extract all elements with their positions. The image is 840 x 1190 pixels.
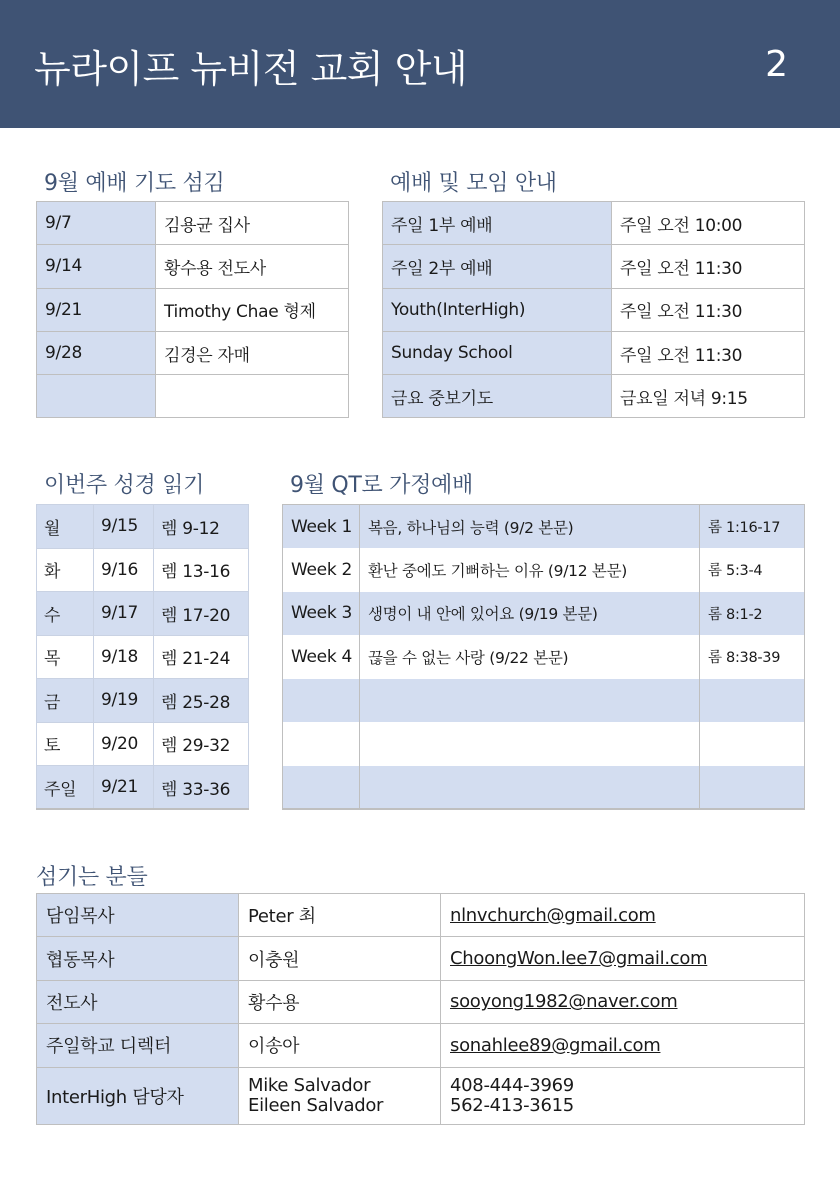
bible-row	[37, 592, 249, 636]
servant-names	[239, 1067, 441, 1124]
servant-phone-1: 408-444-3969	[450, 1074, 574, 1096]
prayer-name: 김경은 자매	[156, 331, 349, 374]
prayer-name: 김용균 집사	[156, 202, 349, 245]
qt-table	[282, 504, 805, 810]
bible-passage: 렘 29-32	[154, 722, 249, 766]
bible-row	[37, 722, 249, 766]
worship-row	[383, 375, 805, 418]
servant-name: Peter 최	[239, 894, 441, 937]
qt-topic	[360, 766, 700, 810]
servant-name-1: Mike Salvador	[248, 1074, 371, 1096]
qt-topic: 끊을 수 없는 사랑 (9/22 본문)	[360, 635, 700, 679]
bible-row	[37, 548, 249, 592]
worship-row	[383, 245, 805, 288]
bible-date: 9/17	[94, 592, 154, 636]
prayer-table	[36, 201, 349, 418]
page-number: 2	[765, 44, 788, 85]
servant-name-2: Eileen Salvador	[248, 1094, 384, 1116]
servants-table	[36, 893, 805, 1125]
servant-email-link[interactable]: sonahlee89@gmail.com	[441, 1024, 805, 1067]
bible-date: 9/20	[94, 722, 154, 766]
bible-date: 9/21	[94, 766, 154, 810]
prayer-date: 9/14	[37, 245, 156, 288]
servant-phones	[441, 1067, 805, 1124]
qt-row	[283, 548, 805, 592]
servant-email-link[interactable]: nlnvchurch@gmail.com	[441, 894, 805, 937]
worship-name: 주일 1부 예배	[383, 202, 612, 245]
worship-table	[382, 201, 805, 418]
bible-day: 토	[37, 722, 94, 766]
prayer-section-title: 9월 예배 기도 섬김	[44, 171, 225, 196]
servant-name: 이충원	[239, 937, 441, 980]
qt-reference: 롬 5:3-4	[700, 548, 805, 592]
bible-row	[37, 679, 249, 723]
worship-row	[383, 331, 805, 374]
page-title: 뉴라이프 뉴비전 교회 안내	[34, 47, 468, 91]
prayer-row	[37, 202, 349, 245]
qt-topic	[360, 722, 700, 766]
qt-topic: 생명이 내 안에 있어요 (9/19 본문)	[360, 592, 700, 636]
prayer-row	[37, 288, 349, 331]
servant-phone-2: 562-413-3615	[450, 1094, 574, 1116]
servant-role: 주일학교 디렉터	[37, 1024, 239, 1067]
servant-role: 담임목사	[37, 894, 239, 937]
qt-week: Week 1	[283, 505, 360, 549]
qt-week: Week 2	[283, 548, 360, 592]
worship-time: 주일 오전 11:30	[612, 288, 805, 331]
worship-section-title: 예배 및 모임 안내	[390, 171, 557, 196]
bible-date: 9/19	[94, 679, 154, 723]
qt-week	[283, 722, 360, 766]
servant-row	[37, 1067, 805, 1124]
worship-name: 금요 중보기도	[383, 375, 612, 418]
prayer-date: 9/28	[37, 331, 156, 374]
bible-passage: 렘 17-20	[154, 592, 249, 636]
servant-row	[37, 894, 805, 937]
bible-row	[37, 635, 249, 679]
qt-row	[283, 722, 805, 766]
worship-row	[383, 288, 805, 331]
prayer-name	[156, 375, 349, 418]
qt-reference	[700, 679, 805, 723]
worship-name: Youth(InterHigh)	[383, 288, 612, 331]
qt-topic: 복음, 하나님의 능력 (9/2 본문)	[360, 505, 700, 549]
servant-role: 협동목사	[37, 937, 239, 980]
qt-reference: 롬 1:16-17	[700, 505, 805, 549]
servant-row	[37, 1024, 805, 1067]
qt-reference	[700, 766, 805, 810]
bible-day: 수	[37, 592, 94, 636]
qt-topic: 환난 중에도 기뻐하는 이유 (9/12 본문)	[360, 548, 700, 592]
qt-reference: 롬 8:38-39	[700, 635, 805, 679]
worship-time: 주일 오전 11:30	[612, 245, 805, 288]
bible-day: 주일	[37, 766, 94, 810]
qt-row	[283, 635, 805, 679]
qt-week	[283, 679, 360, 723]
bible-date: 9/16	[94, 548, 154, 592]
worship-time: 금요일 저녁 9:15	[612, 375, 805, 418]
qt-row	[283, 592, 805, 636]
qt-row	[283, 505, 805, 549]
servant-email-link[interactable]: sooyong1982@naver.com	[441, 980, 805, 1023]
bible-passage: 렘 9-12	[154, 505, 249, 549]
bible-passage: 렘 33-36	[154, 766, 249, 810]
prayer-name: Timothy Chae 형제	[156, 288, 349, 331]
bible-row	[37, 505, 249, 549]
bible-section-title: 이번주 성경 읽기	[44, 473, 205, 498]
bible-day: 금	[37, 679, 94, 723]
servant-row	[37, 980, 805, 1023]
bible-passage: 렘 13-16	[154, 548, 249, 592]
bible-row	[37, 766, 249, 810]
bible-passage: 렘 21-24	[154, 635, 249, 679]
worship-name: Sunday School	[383, 331, 612, 374]
prayer-date: 9/21	[37, 288, 156, 331]
servants-section-title: 섬기는 분들	[36, 865, 148, 890]
page-header	[0, 0, 840, 128]
servant-email-link[interactable]: ChoongWon.lee7@gmail.com	[441, 937, 805, 980]
prayer-row	[37, 375, 349, 418]
worship-row	[383, 202, 805, 245]
prayer-row	[37, 331, 349, 374]
qt-week: Week 3	[283, 592, 360, 636]
worship-time: 주일 오전 11:30	[612, 331, 805, 374]
prayer-name: 황수용 전도사	[156, 245, 349, 288]
qt-topic	[360, 679, 700, 723]
qt-reference: 롬 8:1-2	[700, 592, 805, 636]
bible-day: 월	[37, 505, 94, 549]
qt-row	[283, 766, 805, 810]
worship-time: 주일 오전 10:00	[612, 202, 805, 245]
prayer-date	[37, 375, 156, 418]
servant-name: 황수용	[239, 980, 441, 1023]
servant-name: 이송아	[239, 1024, 441, 1067]
servant-role: 전도사	[37, 980, 239, 1023]
servant-row	[37, 937, 805, 980]
bible-date: 9/18	[94, 635, 154, 679]
servant-role: InterHigh 담당자	[37, 1067, 239, 1124]
bible-table	[36, 504, 249, 810]
qt-week: Week 4	[283, 635, 360, 679]
worship-name: 주일 2부 예배	[383, 245, 612, 288]
prayer-date: 9/7	[37, 202, 156, 245]
bible-date: 9/15	[94, 505, 154, 549]
bible-passage: 렘 25-28	[154, 679, 249, 723]
prayer-row	[37, 245, 349, 288]
bible-day: 화	[37, 548, 94, 592]
qt-section-title: 9월 QT로 가정예배	[290, 473, 473, 498]
bible-day: 목	[37, 635, 94, 679]
qt-row	[283, 679, 805, 723]
qt-reference	[700, 722, 805, 766]
qt-week	[283, 766, 360, 810]
